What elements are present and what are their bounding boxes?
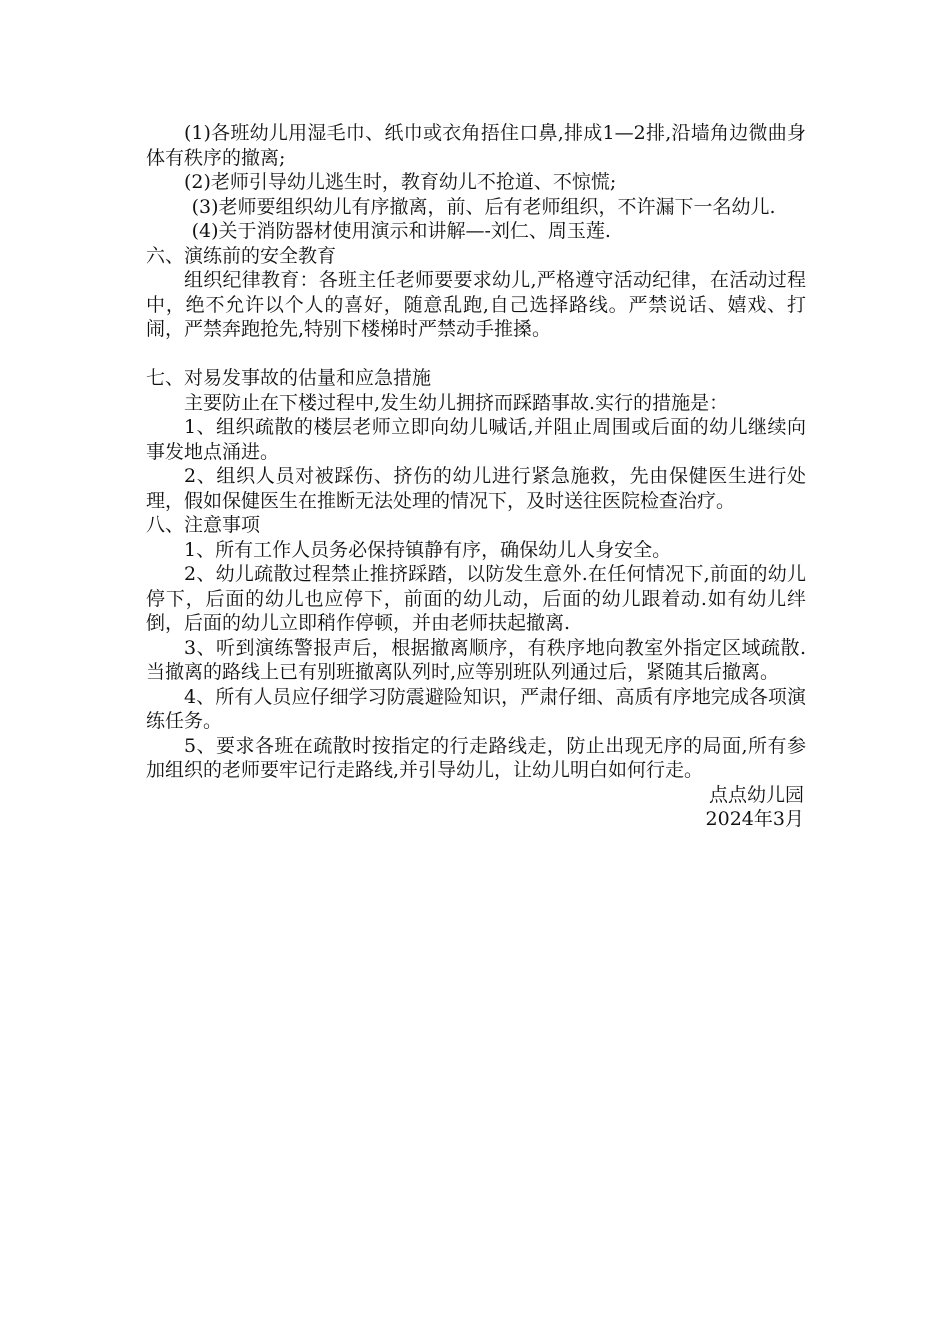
signature-date: 2024年3月 (705, 808, 804, 830)
section-8-heading: 八、注意事项 (146, 514, 261, 536)
item-2: (2)老师引导幼儿逃生时，教育幼儿不抢道、不惊慌; (184, 171, 617, 193)
section-6-body: 组织纪律教育：各班主任老师要要求幼儿,严格遵守活动纪律，在活动过程中，绝不允许以个人的喜好，随意乱跑,自己选择路线。严禁说话、嬉戏、打闹，严禁奔跑抢先,特别下楼梯时严禁动手推搡。 (146, 269, 806, 340)
section-7-intro: 主要防止在下楼过程中,发生幼儿拥挤而踩踏事故.实行的措施是： (184, 391, 729, 414)
section-8-paragraph-4: 4、所有人员应仔细学习防震避险知识，严肃仔细、高质有序地完成各项演练任务。 (146, 685, 806, 732)
section-7-heading: 七、对易发事故的估量和应急措施 (146, 367, 432, 389)
item-3: (3)老师要组织幼儿有序撤离，前、后有老师组织，不许漏下一名幼儿. (191, 195, 776, 218)
blank-line (146, 342, 806, 367)
section-7-paragraph-1: 1、组织疏散的楼层老师立即向幼儿喊话,并阻止周围或后面的幼儿继续向事发地点涌进。 (146, 416, 806, 463)
section-8-paragraph-5: 5、要求各班在疏散时按指定的行走路线走，防止出现无序的局面,所有参加组织的老师要牢记行走路线,并引导幼儿，让幼儿明白如何行走。 (146, 734, 806, 781)
section-7-paragraph-2: 2、组织人员对被踩伤、挤伤的幼儿进行紧急施救，先由保健医生进行处理，假如保健医生在推断无法处理的情况下，及时送往医院检查治疗。 (146, 465, 806, 512)
item-1: (1)各班幼儿用湿毛巾、纸巾或衣角捂住口鼻,排成1—2排,沿墙角边微曲身体有秩序的撤离; (146, 122, 806, 169)
item-4: (4)关于消防器材使用演示和讲解—-刘仁、周玉莲. (191, 220, 611, 242)
section-8-paragraph-2: 2、幼儿疏散过程禁止推挤踩踏，以防发生意外.在任何情况下,前面的幼儿停下，后面的幼儿也应停下，前面的幼儿动，后面的幼儿跟着动.如有幼儿绊倒，后面的幼儿立即稍作停顿，并由老师扶起撤离. (146, 563, 806, 634)
section-8-paragraph-1: 1、所有工作人员务必保持镇静有序，确保幼儿人身安全。 (184, 538, 672, 561)
section-8-paragraph-3: 3、听到演练警报声后，根据撤离顺序，有秩序地向教室外指定区域疏散.当撤离的路线上已有别班撤离队列时,应等别班队列通过后，紧随其后撤离。 (146, 636, 806, 683)
section-6-heading: 六、演练前的安全教育 (146, 244, 337, 267)
document-page (146, 121, 806, 832)
signature-org: 点点幼儿园 (708, 783, 804, 806)
